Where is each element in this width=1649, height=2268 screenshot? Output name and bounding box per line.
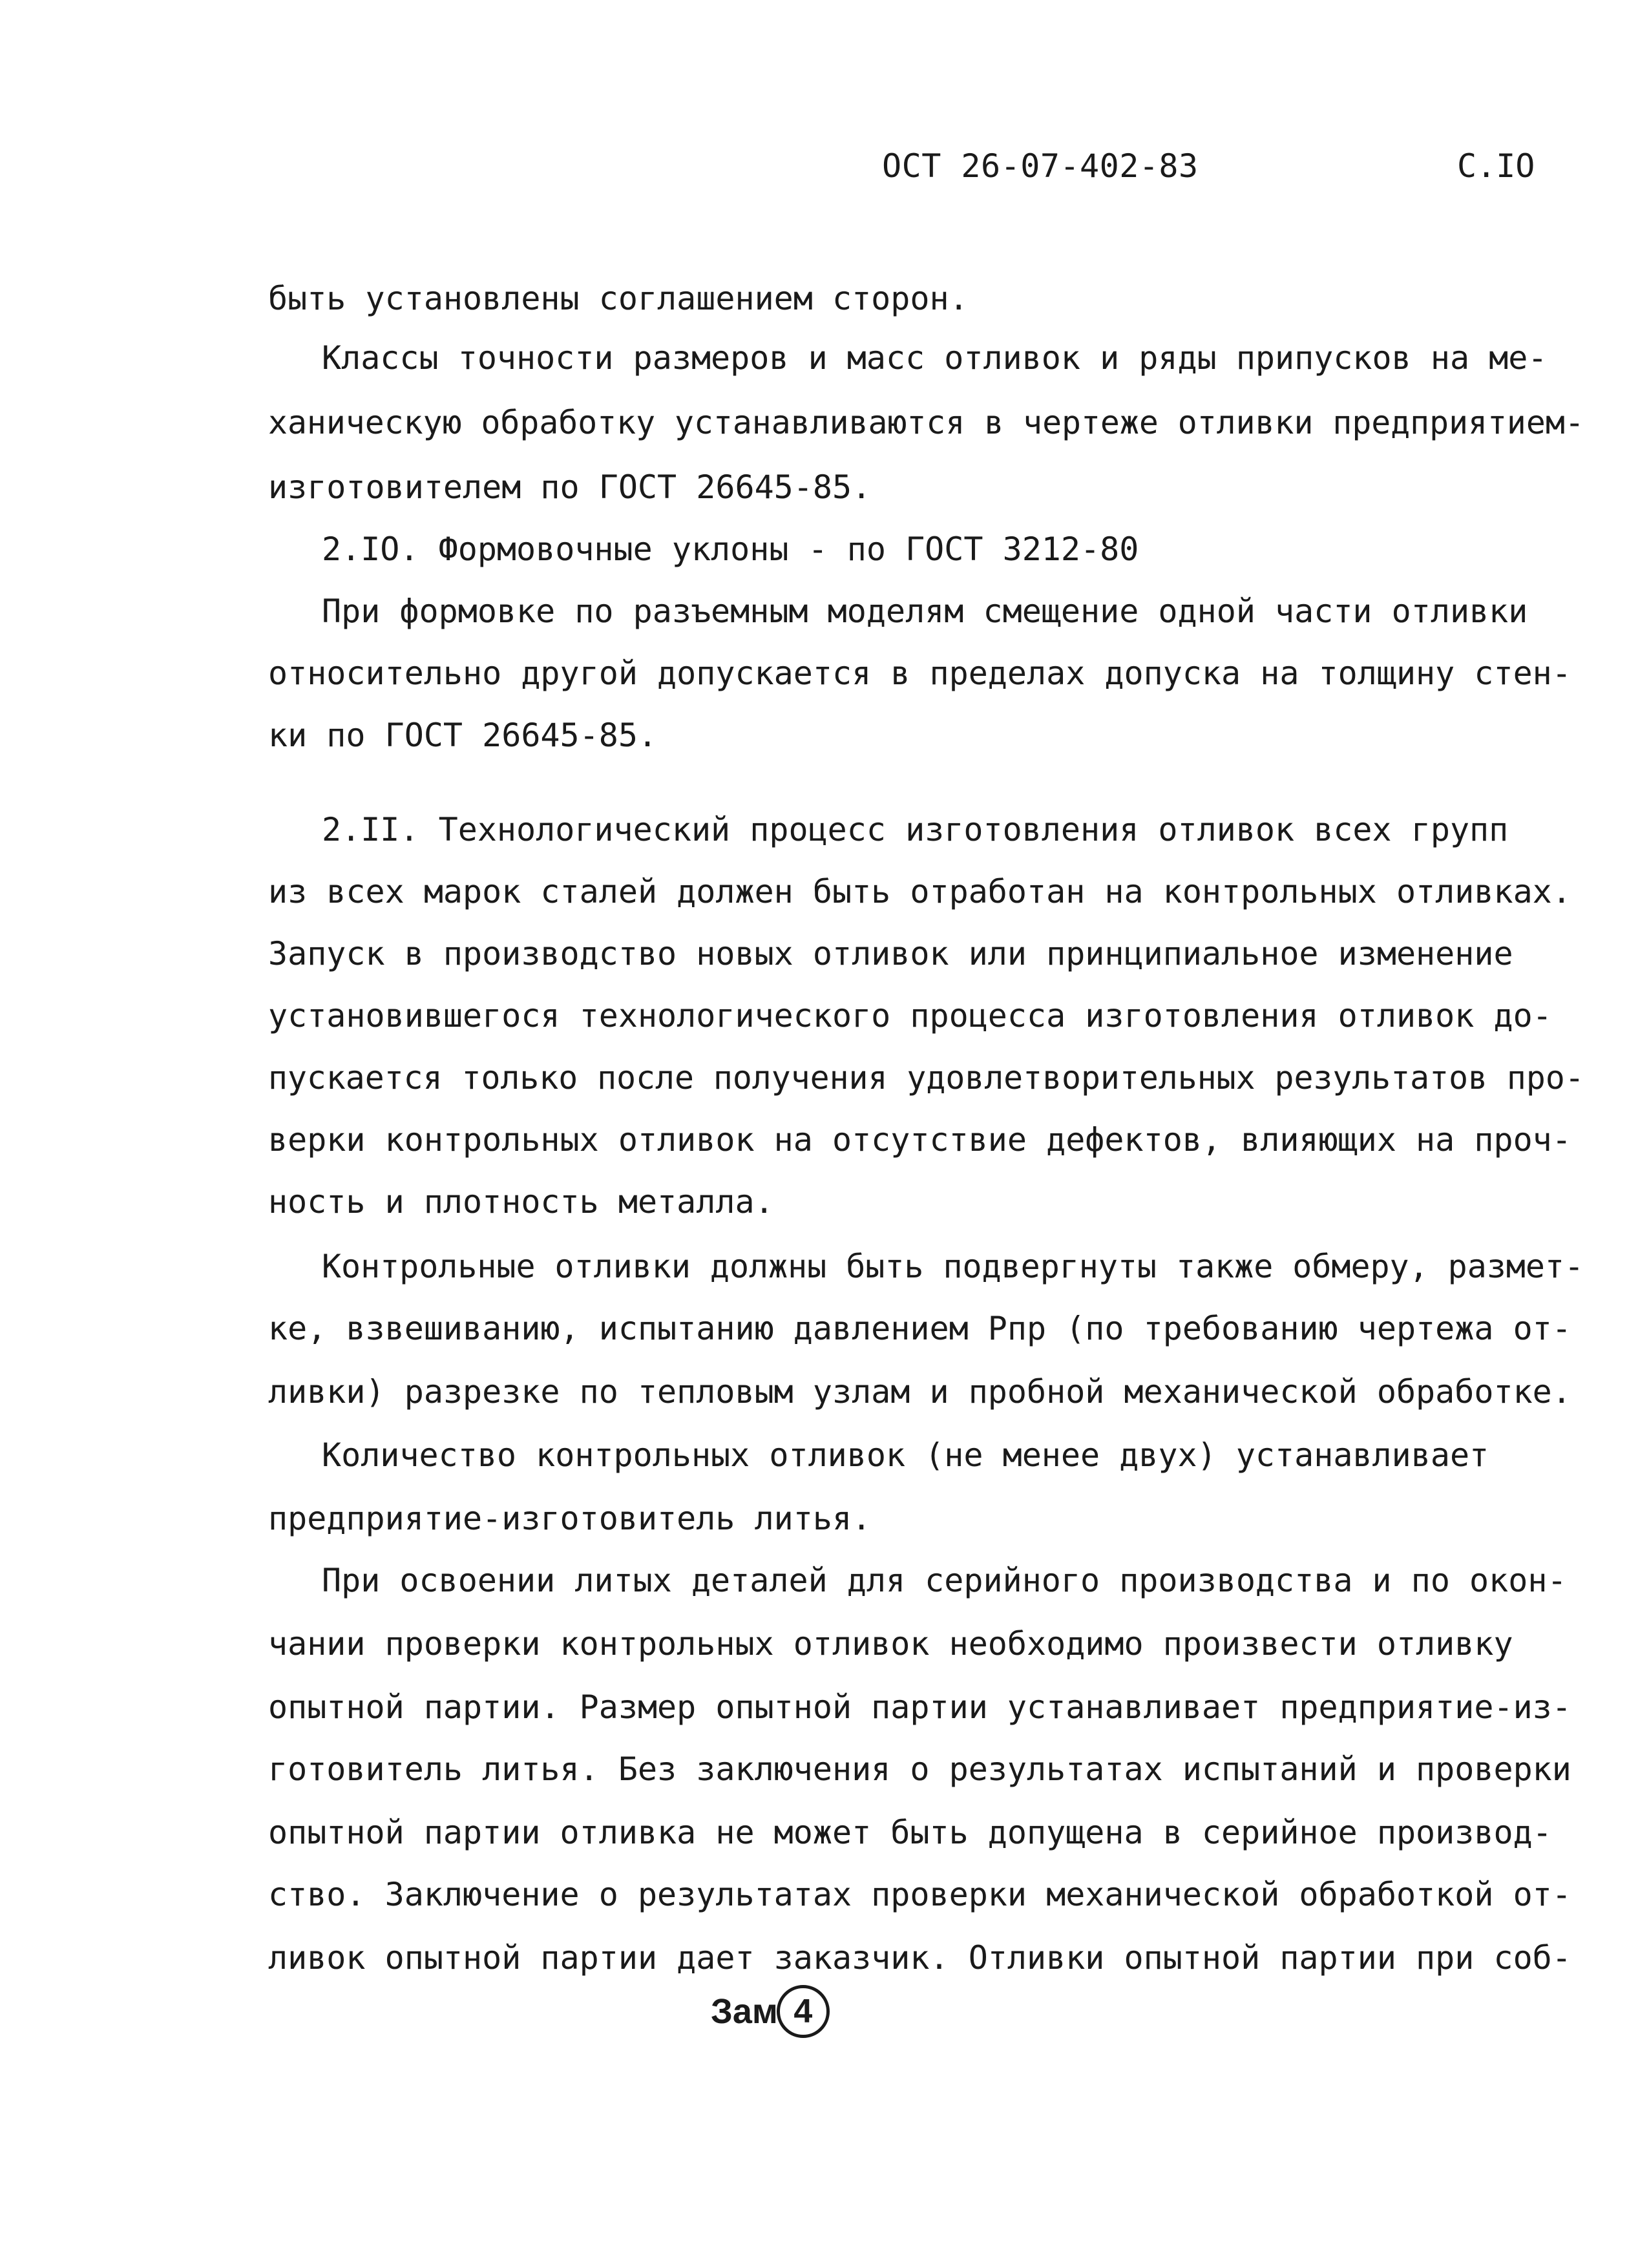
text-line: ность и плотность металла. [268, 1183, 774, 1221]
change-number-circle [777, 1985, 830, 2038]
change-number: 4 [793, 1993, 813, 2030]
text-line: предприятие-изготовитель литья. [268, 1500, 872, 1537]
change-label: Зам [711, 1992, 778, 2031]
text-line: готовитель литья. Без заключения о результатах испытаний и проверки [268, 1750, 1571, 1788]
text-line: При освоении литых деталей для серийного производства и по окон- [322, 1562, 1567, 1599]
text-line: опытной партии. Размер опытной партии устанавливает предприятие-из- [268, 1688, 1571, 1726]
text-line: установившегося технологического процесса изготовления отливок до- [268, 997, 1552, 1034]
text-line: ки по ГОСТ 26645-85. [268, 717, 658, 754]
text-line: из всех марок сталей должен быть отработан на контрольных отливках. [268, 873, 1571, 910]
text-line: ханическую обработку устанавливаются в чертеже отливки предприятием- [268, 404, 1584, 441]
text-line: Запуск в производство новых отливок или принципиальное изменение [268, 935, 1513, 972]
text-line: относительно другой допускается в пределах допуска на толщину стен- [268, 655, 1571, 692]
text-line: При формовке по разъемным моделям смещение одной части отливки [322, 593, 1528, 630]
section-heading: 2.II. Технологический процесс изготовления отливок всех групп [322, 811, 1509, 848]
text-line: ливки) разрезке по тепловым узлам и пробной механической обработке. [268, 1373, 1571, 1411]
text-line: ке, взвешиванию, испытанию давлением Рпр (по требованию чертежа от- [268, 1310, 1571, 1347]
text-line: пускается только после получения удовлетворительных результатов про- [268, 1059, 1584, 1097]
text-line: Контрольные отливки должны быть подвергнуты также обмеру, размет- [322, 1248, 1584, 1285]
text-line: Классы точности размеров и масс отливок и ряды припусков на ме- [322, 339, 1548, 377]
section-heading: 2.IO. Формовочные уклоны - по ГОСТ 3212-80 [322, 530, 1139, 568]
text-line: ство. Заключение о результатах проверки механической обработкой от- [268, 1876, 1571, 1913]
text-line: чании проверки контрольных отливок необходимо произвести отливку [268, 1625, 1513, 1663]
text-line: опытной партии отливка не может быть допущена в серийное производ- [268, 1814, 1552, 1851]
text-line: изготовителем по ГОСТ 26645-85. [268, 468, 872, 506]
document-number: ОСТ 26-07-402-83 [882, 147, 1199, 185]
text-line: быть установлены соглашением сторон. [268, 280, 969, 317]
change-mark [711, 1985, 830, 2038]
page-number: С.IO [1457, 147, 1535, 185]
text-line: ливок опытной партии дает заказчик. Отливки опытной партии при соб- [268, 1939, 1571, 1977]
text-line: верки контрольных отливок на отсутствие дефектов, влияющих на проч- [268, 1121, 1571, 1159]
text-line: Количество контрольных отливок (не менее двух) устанавливает [322, 1436, 1489, 1474]
